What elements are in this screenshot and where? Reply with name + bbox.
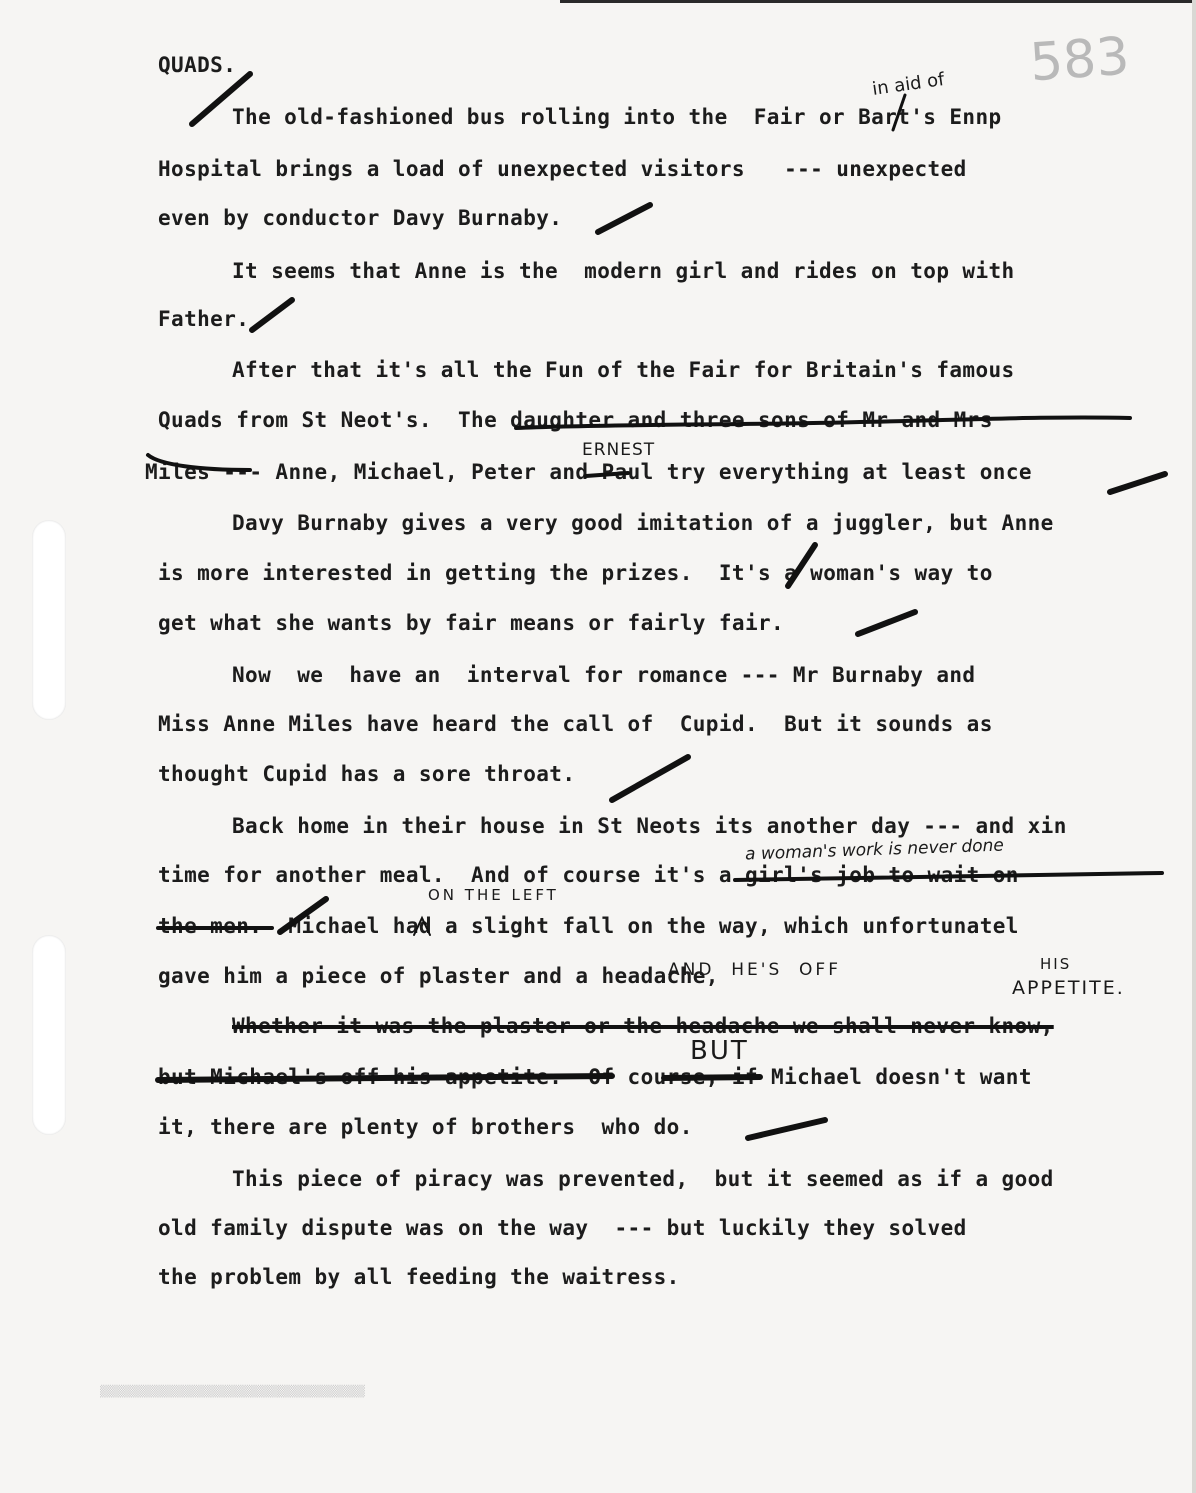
handwritten-note: ERNEST [582,440,656,460]
text-line: is more interested in getting the prizes. It's a woman's way to [158,561,993,585]
pen-slash [1110,474,1165,492]
pen-slash [598,205,650,232]
text-line: It seems that Anne is the modern girl and rides on top with [232,259,1015,283]
text-line: Back home in their house in St Neots its another day --- and xin [232,814,1067,838]
text-line: Now we have an interval for romance --- Mr Burnaby and [232,663,976,687]
punch-hole [32,520,66,720]
text-line: old family dispute was on the way --- but luckily they solved [158,1216,967,1240]
pen-slash [858,612,915,634]
page-number: 583 [1028,26,1132,94]
text-line: Quads from St Neot's. The daughter and three sons of Mr and Mrs [158,408,993,432]
text-line: get what she wants by fair means or fairly fair. [158,611,785,635]
handwritten-note: AND HE'S OFF [668,960,841,980]
text-line: but Michael's off his appetite. Of course, if Michael doesn't want [158,1065,1032,1089]
handwritten-note: HIS [1040,955,1072,973]
text-line: the men. Michael had a slight fall on the way, which unfortunatel [158,914,1019,938]
text-line: The old-fashioned bus rolling into the Fair or Bart's Ennp [232,105,1002,129]
pen-slash [748,1120,825,1138]
punch-hole [32,935,66,1135]
text-line: Hospital brings a load of unexpected visitors --- unexpected [158,157,967,181]
text-line: gave him a piece of plaster and a headache, [158,964,719,988]
pen-slash [252,300,292,330]
handwritten-note: APPETITE. [1012,977,1125,999]
text-line: After that it's all the Fun of the Fair for Britain's famous [232,358,1015,382]
handwritten-note: a woman's work is never done [744,835,1005,865]
text-line: thought Cupid has a sore throat. [158,762,576,786]
text-line: Davy Burnaby gives a very good imitation of a juggler, but Anne [232,511,1054,535]
text-line: time for another meal. And of course it's a girl's job to wait on [158,863,1019,887]
text-line: even by conductor Davy Burnaby. [158,206,563,230]
handwritten-note: ON THE LEFT [428,886,559,904]
text-line: it, there are plenty of brothers who do. [158,1115,693,1139]
document-title: QUADS. [158,53,237,77]
page-edge [1192,0,1196,1493]
handwritten-note: BUT [690,1036,749,1066]
handwritten-note: in aid of [870,69,946,100]
text-line: the problem by all feeding the waitress. [158,1265,680,1289]
pen-slash [612,757,688,800]
bleed-through-text: ▒▒▒▒▒▒▒▒▒▒▒▒▒▒▒▒▒▒▒▒▒▒▒▒▒▒▒▒▒▒▒▒▒▒▒▒▒▒▒▒ [100,1385,365,1398]
text-line: Miss Anne Miles have heard the call of Cupid. But it sounds as [158,712,993,736]
text-line: Father. [158,307,250,331]
text-line: Miles --- Anne, Michael, Peter and Paul try everything at least once [145,460,1032,484]
top-edge-line [560,0,1196,3]
text-line: This piece of piracy was prevented, but it seemed as if a good [232,1167,1054,1191]
struck-text-line: Whether it was the plaster or the headache we shall never know, [232,1014,1054,1038]
